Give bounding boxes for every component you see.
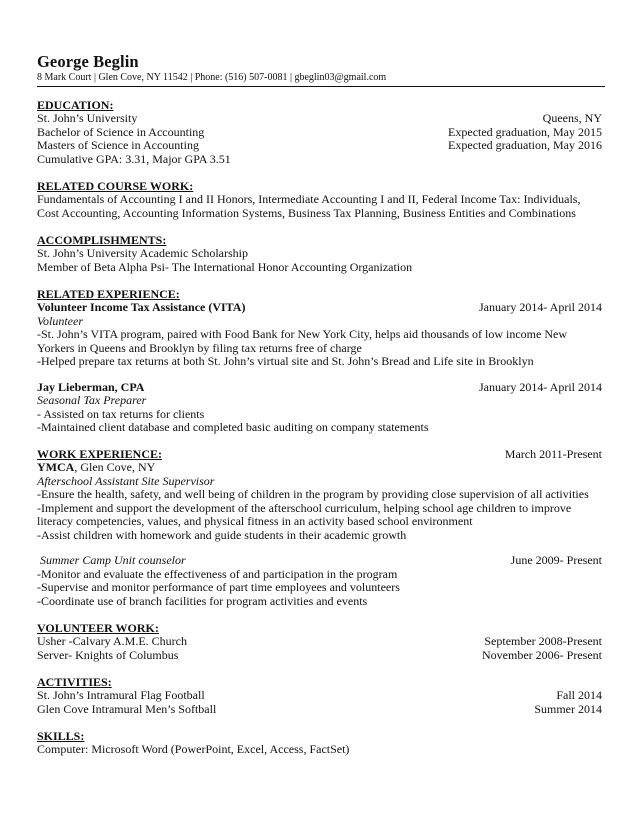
education-section	[37, 98, 602, 166]
job-dates: January 2014- April 2014	[479, 300, 602, 314]
resume-page	[37, 52, 602, 757]
university-location: Queens, NY	[542, 111, 602, 125]
accomplishments-section	[37, 233, 602, 274]
accomplishment-item: Member of Beta Alpha Psi- The International Honor Accounting Organization	[37, 259, 413, 274]
coursework-line: Cost Accounting, Accounting Information Systems, Business Tax Planning, Business Entities and Combinations	[37, 205, 576, 220]
activity-row	[37, 689, 602, 703]
skills-section	[37, 729, 602, 757]
accomplishments-heading: ACCOMPLISHMENTS:	[37, 233, 167, 247]
work-subrole-header	[37, 554, 602, 568]
work-org-location: , Glen Cove, NY	[74, 460, 156, 474]
skills-heading: SKILLS:	[37, 729, 85, 743]
volunteer-dates: November 2006- Present	[482, 647, 602, 662]
job-bullet: - Assisted on tax returns for clients	[37, 406, 205, 421]
work-experience-header	[37, 448, 602, 462]
accomplishment-item: St. John’s University Academic Scholarship	[37, 246, 248, 260]
job-role: Volunteer	[37, 313, 83, 328]
work-bullet: -Monitor and evaluate the effectiveness of and participation in the program	[37, 566, 398, 581]
work-role: Summer Camp Unit counselor	[40, 553, 186, 567]
activities-heading: ACTIVITIES:	[37, 675, 112, 689]
job-bullet: -Helped prepare tax returns at both St. John’s virtual site and St. John’s Bread and Life site in Brooklyn	[37, 354, 534, 368]
volunteer-row	[37, 635, 602, 649]
volunteer-heading: VOLUNTEER WORK:	[37, 621, 159, 635]
job-org: Volunteer Income Tax Assistance (VITA)	[37, 300, 246, 314]
volunteer-row	[37, 649, 602, 663]
degree-bachelor: Bachelor of Science in Accounting	[37, 124, 205, 139]
job-header	[37, 381, 602, 395]
work-bullet: -Implement and support the development of the afterschool curriculum, helping school age children to improve	[37, 500, 572, 515]
education-row	[37, 139, 602, 153]
education-row	[37, 112, 602, 126]
gpa-line: Cumulative GPA: 3.31, Major GPA 3.51	[37, 151, 231, 166]
degree-masters: Masters of Science in Accounting	[37, 138, 199, 152]
work-experience-heading: WORK EXPERIENCE:	[37, 446, 163, 461]
work-bullet: -Ensure the health, safety, and well being of children in the program by providing close supervision of all activities	[37, 487, 589, 501]
activities-section	[37, 675, 602, 716]
work-bullet: -Coordinate use of branch facilities for program activities and events	[37, 593, 368, 608]
activity-item: Glen Cove Intramural Men’s Softball	[37, 701, 217, 716]
university-name: St. John’s University	[37, 111, 138, 125]
coursework-heading: RELATED COURSE WORK:	[37, 179, 194, 193]
header-divider	[37, 86, 605, 87]
contact-line: 8 Mark Court | Glen Cove, NY 11542 | Phone: (516) 507-0081 | gbeglin03@gmail.com	[37, 72, 387, 83]
work-dates: March 2011-Present	[504, 446, 602, 461]
education-heading: EDUCATION:	[37, 98, 114, 112]
work-org-name: YMCA	[37, 460, 75, 474]
job-header	[37, 301, 602, 315]
work-bullet: literacy competencies, values, and physical fitness in an activity based school environment	[37, 514, 473, 528]
volunteer-dates: September 2008-Present	[484, 634, 602, 648]
job-bullet: Yorkers in Queens and Brooklyn by filing tax returns free of charge	[37, 340, 362, 355]
activity-dates: Fall 2014	[556, 688, 602, 702]
work-bullet: -Supervise and monitor performance of part time employees and volunteers	[37, 580, 400, 594]
candidate-name: George Beglin	[37, 52, 139, 71]
activity-item: St. John’s Intramural Flag Football	[37, 688, 205, 702]
coursework-line: Fundamentals of Accounting I and II Honors, Intermediate Accounting I and II, Federal Income Tax: Individuals,	[37, 192, 581, 206]
volunteer-item: Usher -Calvary A.M.E. Church	[37, 634, 187, 648]
degree-masters-date: Expected graduation, May 2016	[448, 138, 602, 152]
coursework-section	[37, 179, 602, 220]
volunteer-section	[37, 621, 602, 662]
work-dates: June 2009- Present	[510, 553, 602, 567]
work-role: Afterschool Assistant Site Supervisor	[37, 473, 215, 488]
degree-bachelor-date: Expected graduation, May 2015	[448, 124, 602, 139]
job-dates: January 2014- April 2014	[479, 379, 602, 394]
skills-computer: Computer: Microsoft Word (PowerPoint, Excel, Access, FactSet)	[37, 742, 350, 756]
work-org	[37, 461, 602, 475]
education-row	[37, 126, 602, 140]
job-bullet: -Maintained client database and completed basic auditing on company statements	[37, 420, 429, 434]
related-experience-heading: RELATED EXPERIENCE:	[37, 287, 180, 301]
related-experience-section	[37, 287, 602, 435]
activity-dates: Summer 2014	[534, 701, 602, 716]
work-bullet: -Assist children with homework and guide students in their academic growth	[37, 527, 407, 542]
job-bullet: -St. John’s VITA program, paired with Food Bank for New York City, helps aid thousands of low income New	[37, 327, 567, 341]
job-org: Jay Lieberman, CPA	[37, 379, 145, 394]
activity-row	[37, 703, 602, 717]
job-role: Seasonal Tax Preparer	[37, 393, 147, 407]
work-experience-section	[37, 448, 602, 609]
volunteer-item: Server- Knights of Columbus	[37, 647, 179, 662]
